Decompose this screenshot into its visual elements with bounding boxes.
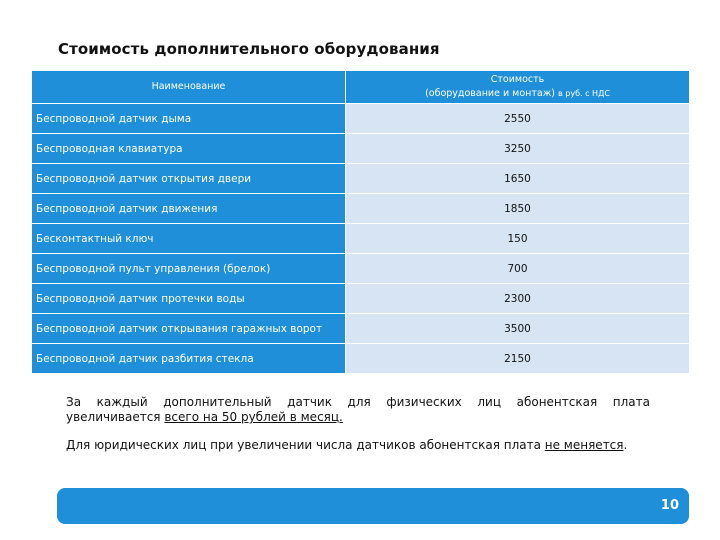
- table-row: [32, 164, 689, 194]
- table-row: [32, 194, 689, 224]
- table-row: [32, 224, 689, 254]
- row-price: 2300: [346, 284, 689, 314]
- table-row: [32, 104, 689, 134]
- row-price: 3500: [346, 314, 689, 344]
- row-price: 1850: [346, 194, 689, 224]
- cost-header-detail: (оборудование и монтаж): [425, 88, 555, 99]
- table-row: [32, 344, 689, 374]
- row-price: 2550: [346, 104, 689, 134]
- equipment-price-table: [32, 71, 689, 374]
- table-row: [32, 254, 689, 284]
- note-legal-emphasis: не меняется: [544, 438, 624, 452]
- row-price: 2150: [346, 344, 689, 374]
- row-name: Беспроводной датчик открывания гаражных ворот: [32, 314, 346, 344]
- row-price: 700: [346, 254, 689, 284]
- row-name: Беспроводной пульт управления (брелок): [32, 254, 346, 284]
- table-row: [32, 284, 689, 314]
- note-legal-text: Для юридических лиц при увеличении числа датчиков абонентская плата: [66, 438, 545, 452]
- row-price: 150: [346, 224, 689, 254]
- row-name: Беспроводной датчик открытия двери: [32, 164, 346, 194]
- row-price: 3250: [346, 134, 689, 164]
- note-legal-entities: [66, 438, 650, 453]
- row-price: 1650: [346, 164, 689, 194]
- table-header-row: [32, 71, 689, 104]
- cost-header-line1: Стоимость: [490, 74, 545, 85]
- cost-header-line2: [346, 87, 689, 101]
- note-individuals: [66, 395, 650, 425]
- row-name: Беспроводной датчик дыма: [32, 104, 346, 134]
- column-header-name: Наименование: [32, 71, 346, 104]
- row-name: Бесконтактный ключ: [32, 224, 346, 254]
- footer-bar: [57, 488, 689, 524]
- cost-header-unit: в руб. с НДС: [558, 89, 610, 98]
- note-legal-end: .: [623, 438, 628, 452]
- note-individuals-text: За каждый дополнительный датчик для физических лиц абонентская плата увеличивается: [66, 395, 650, 424]
- page-number: 10: [660, 498, 679, 513]
- row-name: Беспроводной датчик движения: [32, 194, 346, 224]
- row-name: Беспроводной датчик разбития стекла: [32, 344, 346, 374]
- table-row: [32, 314, 689, 344]
- row-name: Беспроводная клавиатура: [32, 134, 346, 164]
- page-title: Стоимость дополнительного оборудования: [58, 40, 440, 58]
- column-header-cost: [346, 71, 689, 104]
- note-individuals-emphasis: всего на 50 рублей в месяц.: [164, 410, 343, 424]
- table-row: [32, 134, 689, 164]
- row-name: Беспроводной датчик протечки воды: [32, 284, 346, 314]
